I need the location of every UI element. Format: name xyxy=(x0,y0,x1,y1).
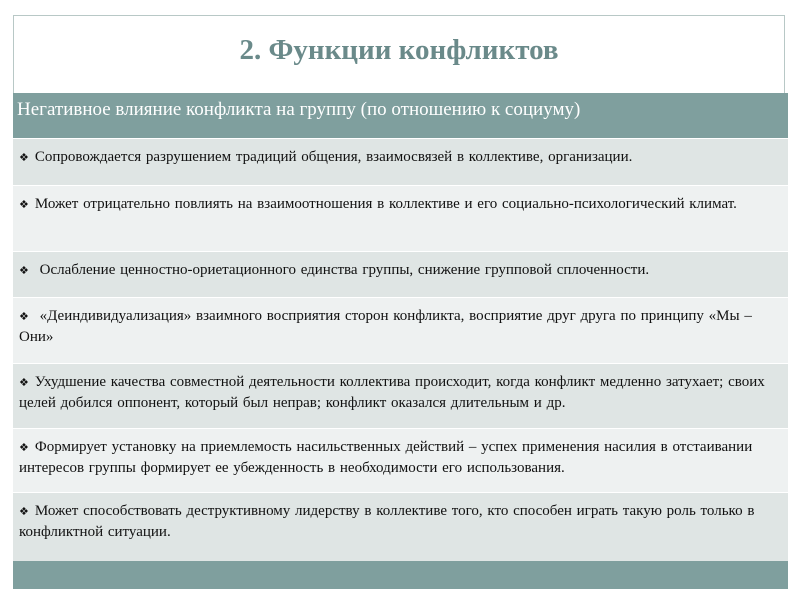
table-header: Негативное влияние конфликта на группу (по отношению к социуму) xyxy=(13,93,788,138)
diamond-bullet-icon: ❖ xyxy=(19,264,29,277)
table-row xyxy=(13,185,788,251)
row-text: Ослабление ценностно-ориетационного единства группы, снижение групповой сплоченности. xyxy=(34,262,650,278)
footer-bar xyxy=(13,561,788,589)
row-text: Ухудшение качества совместной деятельности коллектива происходит, когда конфликт медленно затухает; своих целей добился оппонент, который был неправ; конфликт оказался длительным и др. xyxy=(19,374,765,411)
row-text: Формирует установку на приемлемость насильственных действий – успех применения насилия в отстаивании интересов группы формирует ее убежденность в необходимости его использования. xyxy=(19,439,753,476)
table-row xyxy=(13,297,788,363)
diamond-bullet-icon: ❖ xyxy=(19,310,29,323)
diamond-bullet-icon: ❖ xyxy=(19,505,29,518)
content-table xyxy=(13,93,788,562)
table-row xyxy=(13,251,788,297)
row-text: Может отрицательно повлиять на взаимоотношения в коллективе и его социально-психологический климат. xyxy=(34,196,737,212)
table-row xyxy=(13,492,788,562)
diamond-bullet-icon: ❖ xyxy=(19,441,29,454)
table-row xyxy=(13,363,788,428)
row-text: Может способствовать деструктивному лидерству в коллективе того, кто способен играть такую роль только в конфликтной ситуации. xyxy=(19,503,755,540)
diamond-bullet-icon: ❖ xyxy=(19,151,29,164)
diamond-bullet-icon: ❖ xyxy=(19,376,29,389)
table-row xyxy=(13,138,788,185)
table-row xyxy=(13,428,788,492)
slide-title: 2. Функции конфликтов xyxy=(239,34,559,66)
row-text: «Деиндивидуализация» взаимного восприятия сторон конфликта, восприятие друг друга по принципу «Мы – Они» xyxy=(19,308,752,345)
row-text: Сопровождается разрушением традиций общения, взаимосвязей в коллективе, организации. xyxy=(34,149,633,165)
title-box xyxy=(13,15,785,93)
diamond-bullet-icon: ❖ xyxy=(19,198,29,211)
